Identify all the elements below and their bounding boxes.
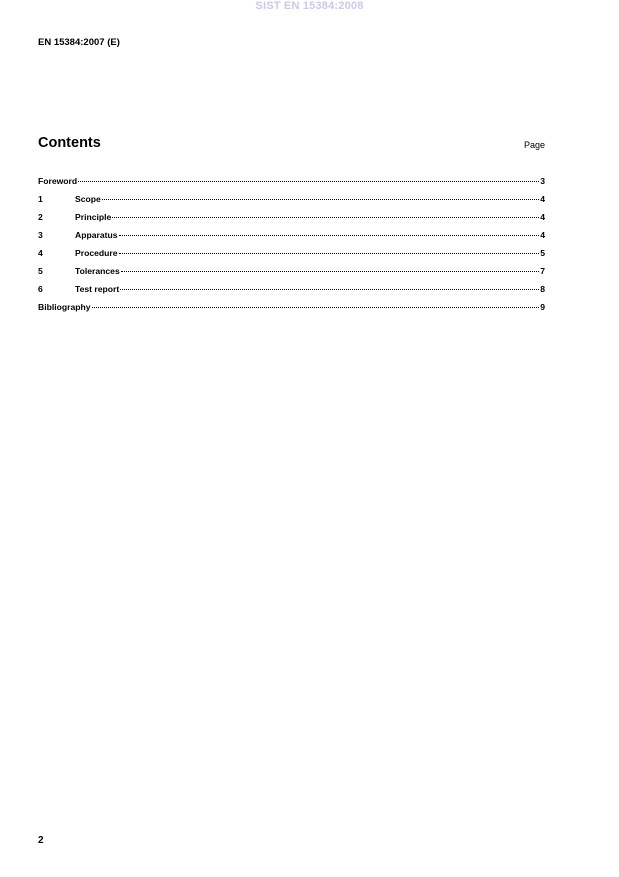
- toc-entry-page: 5: [540, 248, 545, 258]
- toc-entry-test-report[interactable]: [38, 283, 545, 301]
- page-column-label: Page: [523, 140, 545, 150]
- toc-entry-title: Bibliography: [38, 302, 91, 312]
- toc-entry-title: Apparatus: [75, 230, 118, 240]
- dot-leader: [78, 181, 539, 182]
- toc-entry-page: 4: [540, 230, 545, 240]
- toc-entry-principle[interactable]: [38, 211, 545, 229]
- toc-entry-tolerances[interactable]: [38, 265, 545, 283]
- table-of-contents: [38, 175, 545, 319]
- dot-leader: [119, 253, 540, 254]
- toc-entry-title: Principle: [75, 212, 112, 222]
- toc-entry-number: 2: [38, 212, 43, 222]
- toc-entry-page: 7: [540, 266, 545, 276]
- toc-entry-number: 4: [38, 248, 43, 258]
- dot-leader: [121, 271, 539, 272]
- document-id-header: EN 15384:2007 (E): [38, 37, 120, 48]
- toc-entry-apparatus[interactable]: [38, 229, 545, 247]
- toc-entry-title: Procedure: [75, 248, 118, 258]
- toc-entry-page: 8: [540, 284, 545, 294]
- toc-entry-title: Scope: [75, 194, 101, 204]
- dot-leader: [92, 307, 540, 308]
- dot-leader: [120, 289, 539, 290]
- footer-page-number: 2: [38, 835, 44, 846]
- watermark: SIST EN 15384:2008: [255, 0, 364, 12]
- toc-entry-page: 4: [540, 212, 545, 222]
- toc-entry-number: 6: [38, 284, 43, 294]
- toc-entry-procedure[interactable]: [38, 247, 545, 265]
- toc-entry-scope[interactable]: [38, 193, 545, 211]
- toc-entry-number: 1: [38, 194, 43, 204]
- toc-entry-foreword[interactable]: [38, 175, 545, 193]
- dot-leader: [102, 199, 539, 200]
- toc-entry-title: Test report: [75, 284, 120, 294]
- dot-leader: [112, 217, 539, 218]
- toc-entry-page: 9: [540, 302, 545, 312]
- toc-entry-title: Foreword: [38, 176, 78, 186]
- toc-entry-title: Tolerances: [75, 266, 120, 276]
- toc-entry-page: 3: [540, 176, 545, 186]
- toc-entry-page: 4: [540, 194, 545, 204]
- contents-heading: Contents: [38, 135, 101, 151]
- toc-entry-number: 3: [38, 230, 43, 240]
- toc-entry-number: 5: [38, 266, 43, 276]
- dot-leader: [119, 235, 540, 236]
- toc-entry-bibliography[interactable]: [38, 301, 545, 319]
